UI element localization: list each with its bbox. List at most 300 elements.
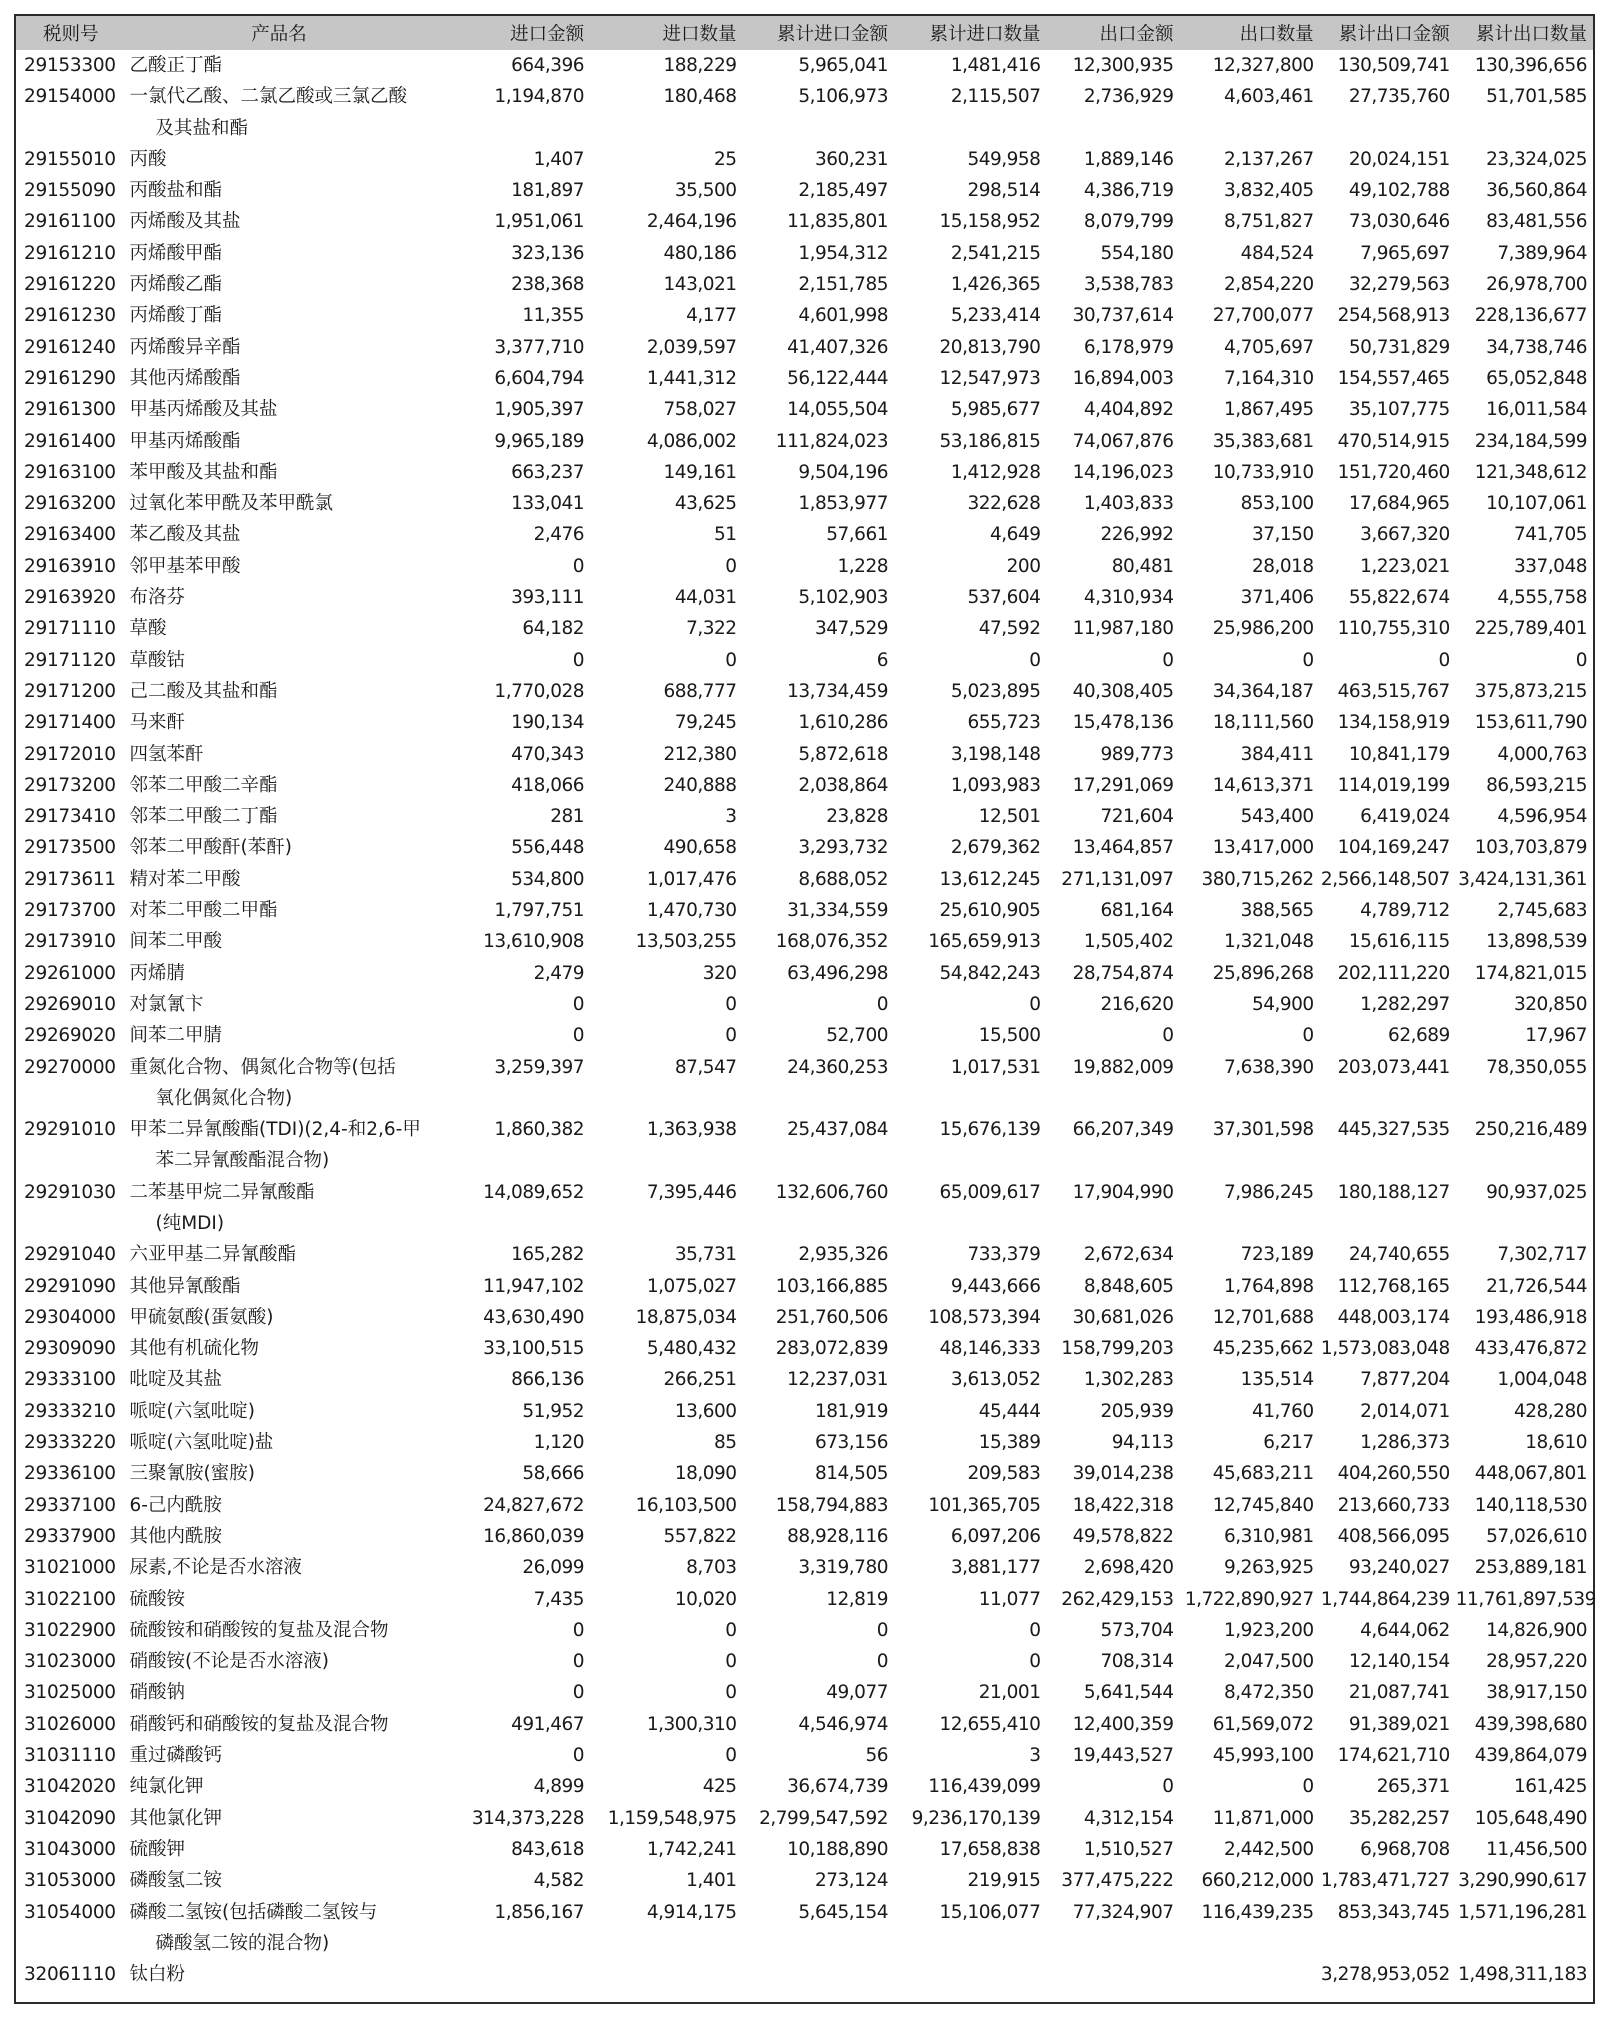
import-quantity-cell: 1,441,312 bbox=[646, 367, 737, 389]
cumulative-export-value-cell: 21,087,741 bbox=[1348, 1682, 1450, 1704]
import-value-cell: 470,343 bbox=[511, 743, 585, 765]
table-row bbox=[16, 707, 1593, 738]
cumulative-export-quantity-cell: 65,052,848 bbox=[1486, 367, 1587, 389]
cumulative-export-quantity-cell: 103,703,879 bbox=[1474, 837, 1587, 859]
product-name-continuation: 氧化偶氮化合物) bbox=[155, 1087, 293, 1109]
cumulative-import-value-cell: 5,645,154 bbox=[798, 1901, 888, 1923]
import-value-cell: 0 bbox=[572, 1025, 585, 1047]
export-value-cell: 573,704 bbox=[1100, 1619, 1174, 1641]
import-value-cell: 1,407 bbox=[533, 148, 585, 170]
import-value-cell: 1,951,061 bbox=[494, 211, 585, 233]
cumulative-import-value-cell: 347,529 bbox=[814, 618, 888, 640]
table-row bbox=[16, 645, 1593, 676]
product-name-cell bbox=[125, 1458, 432, 1489]
cumulative-export-value-cell: 104,169,247 bbox=[1337, 837, 1450, 859]
table-header bbox=[16, 16, 1593, 50]
tariff-code-cell: 29171400 bbox=[24, 712, 116, 734]
product-name-line: 丙烯酸异辛酯 bbox=[129, 336, 241, 358]
table-row bbox=[16, 895, 1593, 926]
cumulative-import-quantity-cell: 15,158,952 bbox=[939, 211, 1041, 233]
product-name-line: 邻苯二甲酸酐(苯酐) bbox=[129, 837, 292, 859]
import-value-cell: 43,630,490 bbox=[483, 1306, 585, 1328]
product-name-cell bbox=[125, 1052, 432, 1115]
cumulative-import-value-cell: 283,072,839 bbox=[775, 1338, 888, 1360]
cumulative-export-value-cell: 445,327,535 bbox=[1337, 1119, 1450, 1141]
export-value-cell: 4,386,719 bbox=[1083, 180, 1174, 202]
import-quantity-cell: 87,547 bbox=[674, 1056, 737, 1078]
import-quantity-cell: 1,742,241 bbox=[646, 1838, 737, 1860]
import-value-cell: 4,582 bbox=[533, 1870, 585, 1892]
table-row bbox=[16, 676, 1593, 707]
cumulative-export-quantity-cell: 23,324,025 bbox=[1486, 148, 1587, 170]
export-quantity-cell: 388,565 bbox=[1240, 900, 1314, 922]
product-name-line: 磷酸氢二铵 bbox=[129, 1870, 222, 1892]
cumulative-export-quantity-cell: 741,705 bbox=[1513, 524, 1587, 546]
cumulative-import-value-cell: 158,794,883 bbox=[775, 1494, 888, 1516]
product-name-cell bbox=[125, 1521, 432, 1552]
cumulative-import-value-cell: 1,610,286 bbox=[798, 712, 888, 734]
import-value-cell: 13,610,908 bbox=[483, 931, 585, 953]
export-quantity-cell: 1,923,200 bbox=[1224, 1619, 1314, 1641]
export-value-cell: 377,475,222 bbox=[1061, 1870, 1174, 1892]
product-name-line: 精对苯二甲酸 bbox=[129, 868, 241, 890]
export-value-cell: 30,737,614 bbox=[1072, 305, 1174, 327]
product-name-cell bbox=[125, 1114, 432, 1177]
product-name-line: 硫酸钾 bbox=[129, 1838, 185, 1860]
cumulative-export-value-cell: 73,030,646 bbox=[1348, 211, 1450, 233]
import-value-cell: 11,355 bbox=[522, 305, 585, 327]
cumulative-import-value-cell: 2,935,326 bbox=[798, 1244, 888, 1266]
import-value-cell: 11,947,102 bbox=[483, 1275, 585, 1297]
product-name-line: 钛白粉 bbox=[129, 1964, 185, 1986]
product-name-line: 丙烯腈 bbox=[129, 962, 185, 984]
product-name-line: 一氯代乙酸、二氯乙酸或三氯乙酸 bbox=[129, 86, 407, 108]
table-row bbox=[16, 1865, 1593, 1896]
tariff-code-cell: 29155090 bbox=[24, 180, 116, 202]
cumulative-export-value-cell: 114,019,199 bbox=[1337, 774, 1450, 796]
cumulative-import-value-cell: 2,799,547,592 bbox=[759, 1807, 888, 1829]
tariff-code-cell: 29171120 bbox=[24, 649, 116, 671]
cumulative-export-quantity-cell: 1,004,048 bbox=[1497, 1369, 1587, 1391]
cumulative-export-value-cell: 174,621,710 bbox=[1337, 1745, 1450, 1767]
cumulative-export-value-cell: 20,024,151 bbox=[1348, 148, 1450, 170]
tariff-code-cell: 31053000 bbox=[24, 1870, 116, 1892]
cumulative-export-value-cell: 15,616,115 bbox=[1348, 931, 1450, 953]
cumulative-export-quantity-cell: 4,000,763 bbox=[1497, 743, 1587, 765]
cumulative-import-quantity-cell: 101,365,705 bbox=[928, 1494, 1041, 1516]
cumulative-export-quantity-cell: 26,978,700 bbox=[1486, 274, 1587, 296]
cumulative-export-quantity-cell: 34,738,746 bbox=[1486, 336, 1587, 358]
table-row bbox=[16, 1740, 1593, 1771]
cumulative-import-value-cell: 673,156 bbox=[814, 1432, 888, 1454]
cumulative-import-value-cell: 57,661 bbox=[826, 524, 888, 546]
export-value-cell bbox=[1046, 1959, 1179, 1990]
table-row bbox=[16, 1396, 1593, 1427]
import-quantity-cell: 1,159,548,975 bbox=[607, 1807, 737, 1829]
product-name-line: 苯甲酸及其盐和酯 bbox=[129, 461, 278, 483]
cumulative-export-value-cell: 7,877,204 bbox=[1360, 1369, 1450, 1391]
cumulative-import-quantity-cell: 15,500 bbox=[978, 1025, 1041, 1047]
table-row bbox=[16, 1709, 1593, 1740]
cumulative-import-value-cell: 814,505 bbox=[814, 1463, 888, 1485]
table-row bbox=[16, 519, 1593, 550]
product-name-line: 邻苯二甲酸二辛酯 bbox=[129, 774, 278, 796]
export-quantity-cell: 135,514 bbox=[1240, 1369, 1314, 1391]
cumulative-import-value-cell: 103,166,885 bbox=[775, 1275, 888, 1297]
export-quantity-cell: 116,439,235 bbox=[1201, 1901, 1314, 1923]
table-row bbox=[16, 300, 1593, 331]
export-value-cell: 989,773 bbox=[1100, 743, 1174, 765]
cumulative-import-quantity-cell: 12,655,410 bbox=[939, 1713, 1041, 1735]
cumulative-export-value-cell: 180,188,127 bbox=[1337, 1181, 1450, 1203]
table-row bbox=[16, 50, 1593, 81]
import-quantity-cell: 1,401 bbox=[686, 1870, 737, 1892]
product-name-line: 硝酸铵(不论是否水溶液) bbox=[129, 1651, 329, 1673]
export-quantity-cell: 7,638,390 bbox=[1224, 1056, 1314, 1078]
export-value-cell: 18,422,318 bbox=[1072, 1494, 1174, 1516]
product-name-line: 其他丙烯酸酯 bbox=[129, 367, 241, 389]
import-value-cell: 663,237 bbox=[511, 461, 585, 483]
import-quantity-cell: 7,322 bbox=[686, 618, 737, 640]
export-value-cell: 39,014,238 bbox=[1072, 1463, 1174, 1485]
product-name-continuation: 苯二异氰酸酯混合物) bbox=[155, 1150, 330, 1172]
table-row bbox=[16, 1615, 1593, 1646]
cumulative-import-quantity-cell: 2,541,215 bbox=[950, 242, 1041, 264]
cumulative-import-value-cell: 24,360,253 bbox=[787, 1056, 888, 1078]
import-value-cell: 0 bbox=[572, 649, 585, 671]
import-value-cell: 664,396 bbox=[511, 55, 585, 76]
product-name-cell bbox=[125, 1897, 432, 1960]
cumulative-import-quantity-cell: 0 bbox=[1029, 1619, 1041, 1641]
cumulative-import-value-cell: 132,606,760 bbox=[775, 1181, 888, 1203]
product-name-line: 其他内酰胺 bbox=[129, 1525, 222, 1547]
cumulative-import-value-cell: 12,819 bbox=[826, 1588, 888, 1610]
import-value-cell: 16,860,039 bbox=[483, 1525, 585, 1547]
table-row bbox=[16, 1239, 1593, 1270]
import-value-cell: 0 bbox=[572, 1651, 585, 1673]
product-name-cell bbox=[125, 426, 432, 457]
product-name-line: 其他氯化钾 bbox=[129, 1807, 222, 1829]
export-value-cell: 4,404,892 bbox=[1083, 399, 1174, 421]
product-name-line: 草酸钴 bbox=[129, 649, 185, 671]
product-name-cell bbox=[125, 551, 432, 582]
cumulative-export-quantity-cell: 448,067,801 bbox=[1474, 1463, 1587, 1485]
import-value-cell: 4,899 bbox=[533, 1776, 585, 1798]
import-quantity-cell: 1,300,310 bbox=[646, 1713, 737, 1735]
cumulative-export-value-cell: 55,822,674 bbox=[1348, 587, 1450, 609]
header-import-value: 进口金额 bbox=[432, 16, 590, 50]
cumulative-export-quantity-cell: 433,476,872 bbox=[1474, 1338, 1587, 1360]
product-name-line: 丙烯酸甲酯 bbox=[129, 242, 222, 264]
product-name-cell bbox=[125, 175, 432, 206]
tariff-code-cell: 29333100 bbox=[24, 1369, 116, 1391]
table-row bbox=[16, 1646, 1593, 1677]
cumulative-import-value-cell: 13,734,459 bbox=[787, 680, 888, 702]
cumulative-import-value-cell: 56 bbox=[865, 1745, 888, 1767]
cumulative-export-quantity-cell: 4,596,954 bbox=[1497, 806, 1587, 828]
product-name-cell bbox=[125, 238, 432, 269]
cumulative-import-value-cell: 23,828 bbox=[826, 806, 888, 828]
cumulative-export-quantity-cell: 13,898,539 bbox=[1486, 931, 1587, 953]
cumulative-export-value-cell: 853,343,745 bbox=[1337, 1901, 1450, 1923]
cumulative-export-quantity-cell: 3,290,990,617 bbox=[1458, 1870, 1587, 1892]
tariff-code-cell: 29173410 bbox=[24, 806, 116, 828]
cumulative-import-value-cell: 11,835,801 bbox=[787, 211, 888, 233]
export-value-cell: 94,113 bbox=[1111, 1432, 1174, 1454]
cumulative-export-quantity-cell: 225,789,401 bbox=[1474, 618, 1587, 640]
export-value-cell: 49,578,822 bbox=[1072, 1525, 1174, 1547]
cumulative-export-value-cell: 203,073,441 bbox=[1337, 1056, 1450, 1078]
cumulative-export-quantity-cell: 337,048 bbox=[1513, 555, 1587, 577]
export-quantity-cell: 371,406 bbox=[1240, 587, 1314, 609]
import-quantity-cell: 8,703 bbox=[686, 1557, 737, 1579]
cumulative-export-quantity-cell: 0 bbox=[1575, 649, 1587, 671]
cumulative-export-value-cell: 35,282,257 bbox=[1348, 1807, 1450, 1829]
import-quantity-cell: 0 bbox=[725, 1619, 737, 1641]
cumulative-export-value-cell: 463,515,767 bbox=[1337, 680, 1450, 702]
export-quantity-cell: 380,715,262 bbox=[1201, 868, 1314, 890]
product-name-line: 间苯二甲酸 bbox=[129, 931, 222, 953]
product-name-cell bbox=[125, 1865, 432, 1896]
import-quantity-cell: 2,464,196 bbox=[646, 211, 737, 233]
product-name-line: 丙烯酸乙酯 bbox=[129, 274, 222, 296]
import-value-cell: 64,182 bbox=[522, 618, 585, 640]
import-value-cell: 238,368 bbox=[511, 274, 585, 296]
cumulative-import-quantity-cell: 6,097,206 bbox=[950, 1525, 1041, 1547]
cumulative-import-value-cell: 88,928,116 bbox=[787, 1525, 888, 1547]
cumulative-import-quantity-cell: 15,106,077 bbox=[939, 1901, 1041, 1923]
export-value-cell: 19,443,527 bbox=[1072, 1745, 1174, 1767]
product-name-cell bbox=[125, 1959, 432, 1990]
cumulative-export-quantity-cell: 140,118,530 bbox=[1474, 1494, 1587, 1516]
import-value-cell: 0 bbox=[572, 1745, 585, 1767]
cumulative-export-quantity-cell: 14,826,900 bbox=[1486, 1619, 1587, 1641]
export-quantity-cell: 35,383,681 bbox=[1212, 430, 1314, 452]
table-row bbox=[16, 1364, 1593, 1395]
export-quantity-cell: 45,993,100 bbox=[1212, 1745, 1314, 1767]
export-value-cell: 205,939 bbox=[1100, 1400, 1174, 1422]
cumulative-import-quantity-cell: 21,001 bbox=[978, 1682, 1041, 1704]
export-quantity-cell: 54,900 bbox=[1251, 993, 1314, 1015]
cumulative-import-value-cell: 2,151,785 bbox=[798, 274, 888, 296]
import-value-cell: 0 bbox=[572, 555, 585, 577]
product-name-line: 尿素,不论是否水溶液 bbox=[129, 1557, 302, 1579]
table-row bbox=[16, 1803, 1593, 1834]
cumulative-export-quantity-cell: 234,184,599 bbox=[1474, 430, 1587, 452]
product-name-cell bbox=[125, 50, 432, 81]
export-value-cell: 6,178,979 bbox=[1083, 336, 1174, 358]
cumulative-export-quantity-cell: 121,348,612 bbox=[1474, 461, 1587, 483]
product-name-line: 四氢苯酐 bbox=[129, 743, 204, 765]
import-quantity-cell: 10,020 bbox=[674, 1588, 737, 1610]
export-value-cell: 19,882,009 bbox=[1072, 1056, 1174, 1078]
product-name-cell bbox=[125, 895, 432, 926]
export-value-cell: 708,314 bbox=[1100, 1651, 1174, 1673]
cumulative-import-value-cell: 63,496,298 bbox=[787, 962, 888, 984]
cumulative-export-quantity-cell: 161,425 bbox=[1513, 1776, 1587, 1798]
export-quantity-cell: 12,745,840 bbox=[1212, 1494, 1314, 1516]
tariff-code-cell: 29173500 bbox=[24, 837, 116, 859]
export-value-cell: 80,481 bbox=[1111, 555, 1174, 577]
export-quantity-cell: 1,722,890,927 bbox=[1184, 1588, 1314, 1610]
cumulative-export-value-cell: 470,514,915 bbox=[1337, 430, 1450, 452]
table-row bbox=[16, 269, 1593, 300]
export-quantity-cell: 25,986,200 bbox=[1212, 618, 1314, 640]
product-name-cell bbox=[125, 676, 432, 707]
table-row bbox=[16, 1552, 1593, 1583]
header-cumulative-import-value: 累计进口金额 bbox=[743, 16, 894, 50]
export-quantity-cell: 28,018 bbox=[1251, 555, 1314, 577]
import-quantity-cell: 3 bbox=[725, 806, 737, 828]
tariff-code-cell: 29163910 bbox=[24, 555, 116, 577]
export-quantity-cell: 18,111,560 bbox=[1212, 712, 1314, 734]
import-quantity-cell: 4,086,002 bbox=[646, 430, 737, 452]
cumulative-export-value-cell: 1,286,373 bbox=[1360, 1432, 1450, 1454]
import-value-cell: 1,856,167 bbox=[494, 1901, 585, 1923]
tariff-code-cell: 29333220 bbox=[24, 1432, 116, 1454]
export-quantity-cell: 34,364,187 bbox=[1212, 680, 1314, 702]
product-name-continuation: 及其盐和酯 bbox=[155, 117, 248, 139]
product-name-line: 甲基丙烯酸酯 bbox=[129, 430, 241, 452]
header-cumulative-export-value: 累计出口金额 bbox=[1320, 16, 1456, 50]
table-row bbox=[16, 1052, 1593, 1115]
product-name-line: 马来酐 bbox=[129, 712, 185, 734]
import-value-cell: 133,041 bbox=[511, 493, 585, 515]
cumulative-export-quantity-cell: 90,937,025 bbox=[1486, 1181, 1587, 1203]
cumulative-export-quantity-cell: 2,745,683 bbox=[1497, 900, 1587, 922]
product-name-cell bbox=[125, 1677, 432, 1708]
cumulative-import-quantity-cell: 15,389 bbox=[978, 1432, 1041, 1454]
import-value-cell: 418,066 bbox=[511, 774, 585, 796]
table-row bbox=[16, 1458, 1593, 1489]
export-quantity-cell: 27,700,077 bbox=[1212, 305, 1314, 327]
import-value-cell: 26,099 bbox=[522, 1557, 585, 1579]
export-quantity-cell: 2,442,500 bbox=[1224, 1838, 1314, 1860]
cumulative-import-value-cell: 0 bbox=[876, 1619, 888, 1641]
cumulative-export-quantity-cell: 130,396,656 bbox=[1474, 55, 1587, 76]
import-quantity-cell: 35,731 bbox=[674, 1244, 737, 1266]
table-row bbox=[16, 1490, 1593, 1521]
export-quantity-cell: 8,751,827 bbox=[1224, 211, 1314, 233]
cumulative-import-quantity-cell: 219,915 bbox=[967, 1870, 1041, 1892]
cumulative-import-quantity-cell: 45,444 bbox=[978, 1400, 1041, 1422]
cumulative-import-value-cell: 6 bbox=[876, 649, 888, 671]
cumulative-export-value-cell: 448,003,174 bbox=[1337, 1306, 1450, 1328]
import-quantity-cell: 44,031 bbox=[674, 587, 737, 609]
tariff-code-cell: 29173200 bbox=[24, 774, 116, 796]
export-quantity-cell: 4,705,697 bbox=[1224, 336, 1314, 358]
cumulative-export-quantity-cell: 51,701,585 bbox=[1486, 86, 1587, 108]
cumulative-export-value-cell: 254,568,913 bbox=[1337, 305, 1450, 327]
cumulative-import-value-cell: 0 bbox=[876, 1651, 888, 1673]
export-quantity-cell: 0 bbox=[1302, 1025, 1314, 1047]
product-name-line: 草酸 bbox=[129, 618, 167, 640]
import-value-cell: 866,136 bbox=[511, 1369, 585, 1391]
export-value-cell: 1,505,402 bbox=[1083, 931, 1174, 953]
product-name-line: 丙烯酸丁酯 bbox=[129, 305, 222, 327]
product-name-cell bbox=[125, 144, 432, 175]
cumulative-import-quantity-cell: 9,443,666 bbox=[950, 1275, 1041, 1297]
cumulative-import-quantity-cell: 9,236,170,139 bbox=[911, 1807, 1041, 1829]
table-row bbox=[16, 958, 1593, 989]
cumulative-import-quantity-cell: 5,023,895 bbox=[950, 680, 1041, 702]
import-quantity-cell: 1,075,027 bbox=[646, 1275, 737, 1297]
tariff-code-cell: 31031110 bbox=[24, 1745, 116, 1767]
export-quantity-cell: 1,867,495 bbox=[1224, 399, 1314, 421]
cumulative-export-quantity-cell: 439,398,680 bbox=[1474, 1713, 1587, 1735]
cumulative-export-quantity-cell: 193,486,918 bbox=[1474, 1306, 1587, 1328]
tariff-code-cell: 32061110 bbox=[24, 1964, 116, 1986]
table-row bbox=[16, 739, 1593, 770]
product-name-line: 六亚甲基二异氰酸酯 bbox=[129, 1244, 296, 1266]
import-value-cell: 0 bbox=[572, 1682, 585, 1704]
cumulative-export-value-cell: 93,240,027 bbox=[1348, 1557, 1450, 1579]
export-quantity-cell: 723,189 bbox=[1240, 1244, 1314, 1266]
cumulative-export-quantity-cell: 83,481,556 bbox=[1486, 211, 1587, 233]
cumulative-import-quantity-cell: 1,481,416 bbox=[950, 55, 1041, 76]
import-value-cell: 3,377,710 bbox=[494, 336, 585, 358]
import-value-cell: 3,259,397 bbox=[494, 1056, 585, 1078]
cumulative-export-value-cell: 2,014,071 bbox=[1360, 1400, 1450, 1422]
export-value-cell: 5,641,544 bbox=[1083, 1682, 1174, 1704]
product-name-line: 对苯二甲酸二甲酯 bbox=[129, 900, 278, 922]
product-name-cell bbox=[125, 989, 432, 1020]
cumulative-export-value-cell: 32,279,563 bbox=[1348, 274, 1450, 296]
tariff-code-cell: 29161240 bbox=[24, 336, 116, 358]
cumulative-import-quantity-cell: 4,649 bbox=[990, 524, 1041, 546]
export-value-cell: 17,291,069 bbox=[1072, 774, 1174, 796]
export-value-cell: 8,848,605 bbox=[1083, 1275, 1174, 1297]
product-name-line: 对氯氰卞 bbox=[129, 993, 204, 1015]
cumulative-import-quantity-cell bbox=[894, 1959, 1046, 1990]
import-value-cell: 14,089,652 bbox=[483, 1181, 585, 1203]
table-row bbox=[16, 81, 1593, 144]
cumulative-import-quantity-cell: 655,723 bbox=[967, 712, 1041, 734]
cumulative-import-quantity-cell: 54,842,243 bbox=[939, 962, 1041, 984]
import-quantity-cell: 25 bbox=[714, 148, 737, 170]
product-name-cell bbox=[125, 864, 432, 895]
product-name-line: 丙酸盐和酯 bbox=[129, 180, 222, 202]
import-value-cell: 9,965,189 bbox=[494, 430, 585, 452]
product-name-cell bbox=[125, 332, 432, 363]
cumulative-export-quantity-cell: 17,967 bbox=[1525, 1025, 1587, 1047]
import-quantity-cell: 13,600 bbox=[674, 1400, 737, 1422]
table-row bbox=[16, 1020, 1593, 1051]
cumulative-import-quantity-cell: 17,658,838 bbox=[939, 1838, 1041, 1860]
cumulative-import-quantity-cell: 5,985,677 bbox=[950, 399, 1041, 421]
tariff-code-cell: 31021000 bbox=[24, 1557, 116, 1579]
export-value-cell: 4,312,154 bbox=[1083, 1807, 1174, 1829]
import-value-cell: 1,120 bbox=[533, 1432, 585, 1454]
cumulative-import-value-cell: 5,106,973 bbox=[798, 86, 888, 108]
export-quantity-cell: 12,701,688 bbox=[1212, 1306, 1314, 1328]
cumulative-import-value-cell: 2,185,497 bbox=[798, 180, 888, 202]
product-name-cell bbox=[125, 1490, 432, 1521]
cumulative-import-quantity-cell: 3,613,052 bbox=[950, 1369, 1041, 1391]
header-import-quantity: 进口数量 bbox=[590, 16, 742, 50]
cumulative-export-value-cell: 3,667,320 bbox=[1360, 524, 1450, 546]
cumulative-import-quantity-cell: 3 bbox=[1029, 1745, 1041, 1767]
import-quantity-cell: 480,186 bbox=[663, 242, 737, 264]
cumulative-export-value-cell: 10,841,179 bbox=[1348, 743, 1450, 765]
import-value-cell: 7,435 bbox=[533, 1588, 585, 1610]
header-cumulative-import-quantity: 累计进口数量 bbox=[894, 16, 1046, 50]
import-quantity-cell: 43,625 bbox=[674, 493, 737, 515]
cumulative-import-value-cell: 360,231 bbox=[814, 148, 888, 170]
cumulative-import-value-cell: 4,546,974 bbox=[798, 1713, 888, 1735]
cumulative-export-value-cell: 404,260,550 bbox=[1337, 1463, 1450, 1485]
tariff-code-cell: 29161400 bbox=[24, 430, 116, 452]
